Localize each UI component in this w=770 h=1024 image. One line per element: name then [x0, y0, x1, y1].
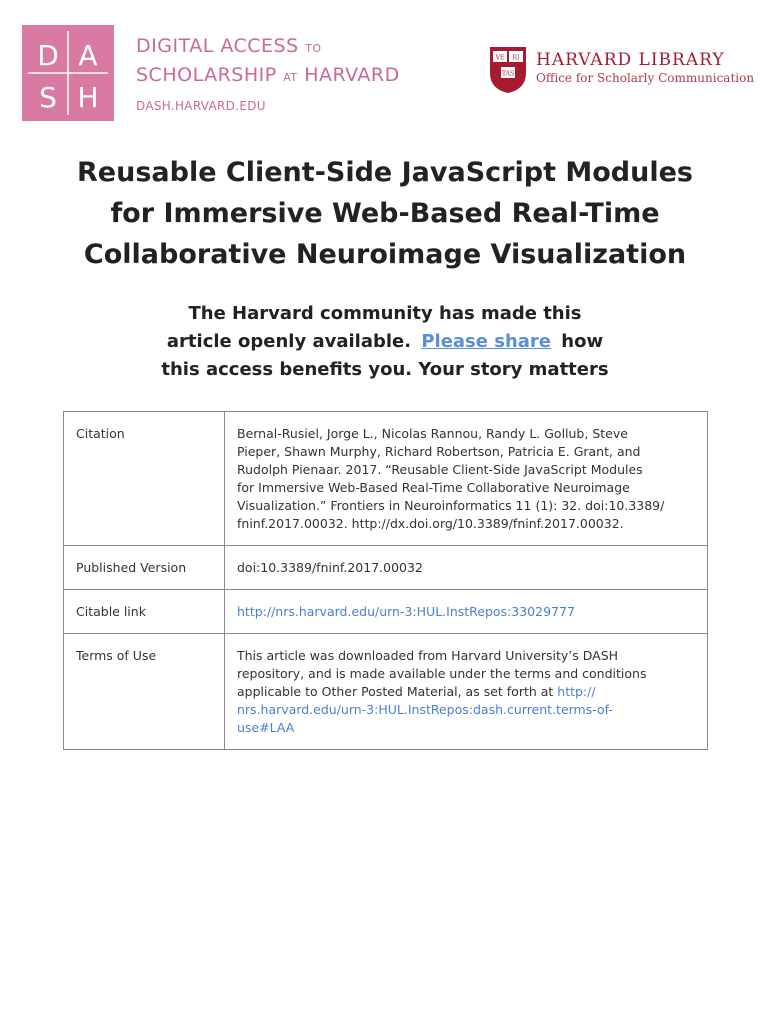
shield-letters-ri: RI	[512, 54, 520, 62]
citable-link-cell	[225, 590, 708, 634]
terms-of-use-value	[225, 634, 708, 750]
metadata-table	[63, 411, 708, 750]
dash-wordmark-digital-access: DIGITAL ACCESS	[136, 35, 299, 57]
citable-link-label: Citable link	[64, 590, 225, 634]
terms-link-part[interactable]: nrs.harvard.edu/urn-3:HUL.InstRepos:dash.current.terms-of-	[237, 702, 613, 717]
dash-url: DASH.HARVARD.EDU	[136, 99, 266, 113]
dash-wordmark-line2	[136, 62, 400, 91]
shield-letters-ve: VE	[495, 54, 505, 62]
article-title-line-3: Collaborative Neuroimage Visualization	[83, 239, 687, 270]
terms-line: This article was downloaded from Harvard University’s DASH	[237, 648, 619, 663]
article-title-line-2: for Immersive Web-Based Real-Time	[110, 198, 660, 229]
share-line-2-before: article openly available.	[166, 331, 412, 352]
citation-line: Visualization.” Frontiers in Neuroinformatics 11 (1): 32. doi:10.3389/	[237, 498, 665, 513]
share-line-3: this access benefits you. Your story matters	[161, 359, 609, 380]
dash-wordmark-at: AT	[283, 71, 298, 84]
citable-link[interactable]: http://nrs.harvard.edu/urn-3:HUL.InstRepos:33029777	[237, 604, 575, 619]
citation-value	[225, 412, 708, 546]
terms-of-use-row	[64, 634, 708, 750]
article-title-line-1: Reusable Client-Side JavaScript Modules	[77, 157, 693, 188]
citation-label: Citation	[64, 412, 225, 546]
harvard-library-wordmark	[536, 50, 754, 86]
dash-letter-s: S	[39, 81, 57, 114]
citation-line: for Immersive Web-Based Real-Time Collaborative Neuroimage	[237, 480, 630, 495]
published-version-value: doi:10.3389/fninf.2017.00032	[225, 546, 708, 590]
citation-line: Bernal-Rusiel, Jorge L., Nicolas Rannou, Randy L. Gollub, Steve	[237, 426, 628, 441]
please-share-link[interactable]: Please share	[421, 331, 552, 352]
terms-line-text: applicable to Other Posted Material, as set forth at	[237, 684, 558, 699]
harvard-library-title: HARVARD LIBRARY	[536, 50, 725, 70]
shield-letters-tas: TAS	[501, 70, 515, 78]
dash-letter-d: D	[37, 39, 59, 72]
dash-letter-h: H	[77, 81, 99, 114]
terms-link-part[interactable]: http://	[557, 684, 596, 699]
dash-letter-a: A	[78, 39, 98, 72]
terms-line: repository, and is made available under the terms and conditions	[237, 666, 647, 681]
harvard-shield-icon	[488, 45, 528, 95]
terms-line	[237, 683, 695, 701]
terms-link-part[interactable]: use#LAA	[237, 720, 295, 735]
harvard-library-subtitle: Office for Scholarly Communication	[536, 71, 755, 85]
dash-logo	[22, 25, 114, 121]
published-version-row	[64, 546, 708, 590]
dash-logo-mark	[22, 25, 114, 121]
share-line-2	[60, 328, 710, 356]
citable-link-row	[64, 590, 708, 634]
article-title	[40, 152, 730, 275]
dash-wordmark	[136, 33, 400, 113]
share-message	[60, 300, 710, 384]
dash-wordmark-line1	[136, 33, 400, 62]
share-line-2-after: how	[561, 331, 604, 352]
terms-of-use-label: Terms of Use	[64, 634, 225, 750]
dash-wordmark-to: TO	[305, 42, 322, 55]
citation-line: fninf.2017.00032. http://dx.doi.org/10.3389/fninf.2017.00032.	[237, 516, 624, 531]
citation-line: Pieper, Shawn Murphy, Richard Robertson, Patricia E. Grant, and	[237, 444, 641, 459]
dash-wordmark-harvard: HARVARD	[304, 64, 400, 86]
published-version-label: Published Version	[64, 546, 225, 590]
share-line-1: The Harvard community has made this	[188, 303, 582, 324]
citation-line: Rudolph Pienaar. 2017. “Reusable Client-Side JavaScript Modules	[237, 462, 643, 477]
citation-row	[64, 412, 708, 546]
dash-wordmark-scholarship: SCHOLARSHIP	[136, 64, 277, 86]
